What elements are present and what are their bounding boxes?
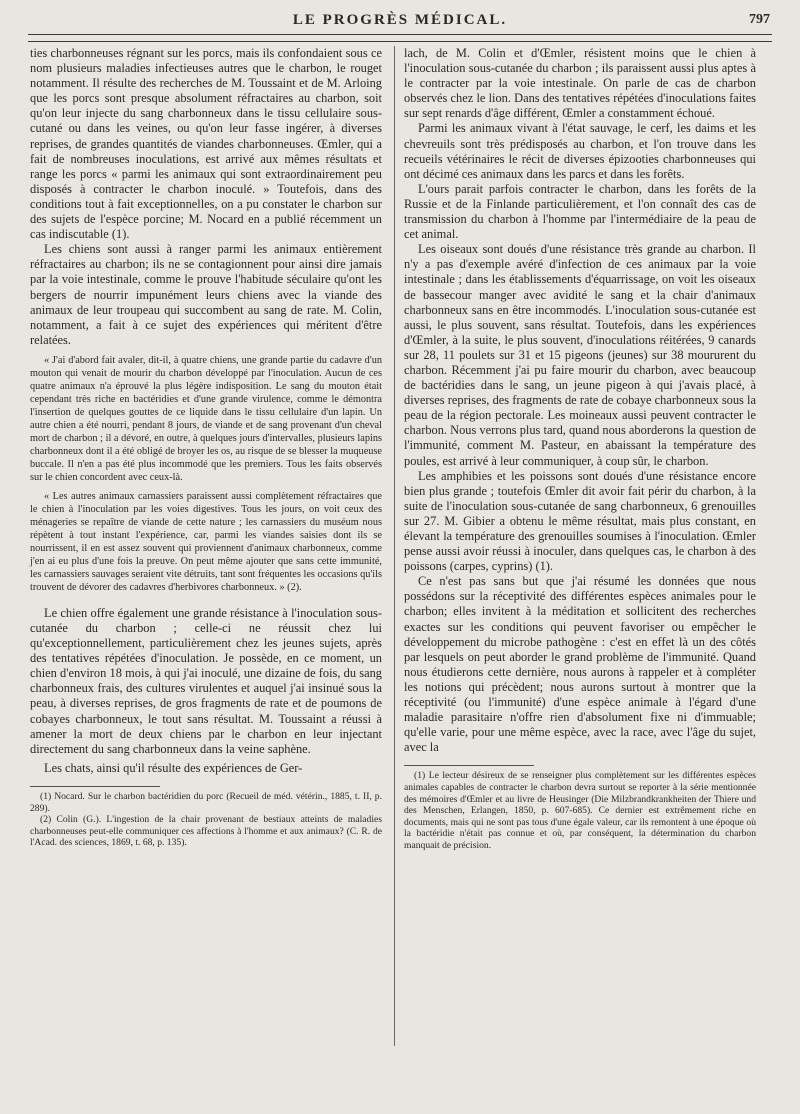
left-column (30, 46, 382, 849)
right-column (404, 46, 756, 852)
journal-title: LE PROGRÈS MÉDICAL. (292, 12, 508, 28)
running-header (30, 10, 770, 32)
paragraph: Les amphibies et les poissons sont doués d'une résistance encore bien plus grande ; toutefois Œmler dit avoir fait périr du charbon, à la suite de l'inoculation sous-cutanée de sang charbonneux, 6 grenouilles sur 27. M. Gibier a obtenu le même résultat, mais plus constant, en élevant la température des grenouilles soumises à l'inoculation. Œmler pense aussi avoir réussi à inoculer, dans quelques cas, le charbon à des poissons (carpes, cyprins) (1). (404, 468, 756, 574)
paragraph: Les chats, ainsi qu'il résulte des expériences de Ger- (44, 760, 303, 775)
header-rule (28, 34, 772, 42)
column-divider (394, 46, 395, 1046)
paragraph: Le chien offre également une grande résistance à l'inoculation sous-cutanée du charbon ; celle-ci ne réussit chez lui qu'exceptionnellement, particulièrement chez les jeunes sujets, après des tentatives répétées d'inoculation. Je possède, en ce moment, un chien d'environ 18 mois, à qui j'ai inoculé, une dizaine de fois, du sang charbonneux frais, des cultures virulentes et auquel j'ai insinué sous la peau, à diverses reprises, de gros fragments de rate et de poumons de cobayes charbonneux, le tout sans résultat. M. Toussaint a réussi à amener la mort de deux chiens par le charbon en leur injectant directement du sang charbonneux dans la veine saphène. (30, 605, 382, 756)
paragraph: L'ours parait parfois contracter le charbon, dans les forêts de la Russie et de la Finlande particulièrement, et l'on connaît des cas de transmission du charbon à l'homme par l'intermédiaire de la peau de cet animal. (404, 181, 756, 242)
paragraph: Parmi les animaux vivant à l'état sauvage, le cerf, les daims et les chevreuils sont très prédisposés au charbon, et l'on trouve dans les recueils vétérinaires le récit de diverses épizooties charbonneuses qui ont décimé ces animaux dans les parcs et dans les forêts. (404, 121, 756, 181)
footnote-separator (404, 765, 534, 766)
paragraph: lach, de M. Colin et d'Œmler, résistent moins que le chien à l'inoculation sous-cutanée du charbon ; ils paraissent aussi plus aptes à le contracter par la voie intestinale. On parle de cas de charbon observés chez le lion. Dans des tentatives répétées d'inoculations faites sur sept renards d'âge différent, Œmler a constamment échoué. (404, 46, 756, 121)
paragraph: Ce n'est pas sans but que j'ai résumé les données que nous possédons sur la réceptivité des différentes espèces animales pour le charbon; elles invitent à la méditation et sollicitent des recherches exactes sur les conditions qui peuvent favoriser ou empêcher le développement du microbe pathogène : c'est en effet là un des côtés par lesquels on peut aborder le grand problème de l'immunité. Quand nous étudierons cette dernière, nous aurons à rappeler et à compléter les notions qui précèdent; nous aurons surtout à montrer que la réceptivité (ou l'immunité) d'une espèce animale à l'égard d'une maladie parasitaire n'offre rien d'absolument fixe ni d'immuable; qu'elle varie, pour une même espèce, avec la race, avec l'âge du sujet, avec la (404, 574, 756, 755)
footnote: (1) Nocard. Sur le charbon bactéridien du porc (Recueil de méd. vétérin., 1885, t. II, p. 289). (30, 790, 382, 814)
footnote: (2) Colin (G.). L'ingestion de la chair provenant de bestiaux atteints de maladies charbonneuses peut-elle communiquer ces affections à l'homme et aux animaux? (C. R. de l'Acad. des sciences, 1869, t. 68, p. 135). (30, 814, 382, 849)
footnote-separator (30, 786, 160, 787)
quotation: « Les autres animaux carnassiers paraissent aussi complètement réfractaires que le chien à l'inoculation par les voies digestives. Tous les jours, on voit ceux des ménageries se repaître de viande de cette nature ; les carnassiers du muséum nous répètent à tout instant l'expérience, car, parmi les viandes saisies dont ils se nourrissent, il en est assez souvent qui proviennent d'animaux charbonneux, comme j'en ai eu plus d'une fois la preuve. On peut même ajouter que sans cette immunité, les carnassiers sauvages seraient vite détruits, tant sont fréquentes les occasions qu'ils trouvent de dévorer des cadavres d'herbivores charbonneux. » (2). (30, 490, 382, 593)
paragraph: ties charbonneuses régnant sur les porcs, mais ils confondaient sous ce nom plusieurs maladies infectieuses autres que le charbon, le rouget notamment. Il résulte des recherches de M. Toussaint et de M. Arloing que les porcs sont presque absolument réfractaires au charbon, soit qu'on leur injecte du sang charbonneux dans le tissu cellulaire sous-cutané ou dans les veines, ou qu'on leur fasse ingérer, à diverses reprises, de grandes quantités de viandes charbonneuses. Œmler, qui a fait de nombreuses inoculations, est arrivé aux mêmes résultats et range les porcs « parmi les animaux qui sont extraordinairement peu disposés à contracter le charbon inoculé. » Toutefois, dans des conditions tout à fait exceptionnelles, on a pu constater le charbon sur des sujets de l'espèce porcine; M. Nocard en a publié récemment un cas indiscutable (1). (30, 46, 382, 242)
footnote: (1) Le lecteur désireux de se renseigner plus complètement sur les différentes espèces animales capables de contracter le charbon devra surtout se reporter à la série mentionnée des mémoires d'Œmler et au livre de Heusinger (Die Milzbrandkrankheiten der Thiere und des Menschen, Erlangen, 1850, p. 607-685). Ce dernier est extrêmement riche en documents, mais qui ne sont pas tous d'une égale valeur, car ils remontent à une époque où la bactéridie n'était pas connue et où, par conséquent, la détermination du charbon manquait de précision. (404, 770, 756, 851)
paragraph: Les oiseaux sont doués d'une résistance très grande au charbon. Il n'y a pas d'exemple avéré d'infection de ces animaux par la voie intestinale ; dans les établissements d'équarrissage, on voit les oiseaux de bassecour manger avec avidité le sang et la chair d'animaux charbonneux sans en être incommodés. L'inoculation sous-cutanée est aussi, le plus souvent, sans résultat. Toutefois, dans les expériences d'Œmler, à la suite, le plus souvent, d'inoculations réitérées, 9 canards sur 28, 11 poulets sur 31 et 15 pigeons (jeunes) sur 38 moururent du charbon. Récemment j'ai pu faire mourir du charbon, avec beaucoup de bactéridies dans le sang, un jeune pigeon à qui j'avais placé, à diverses reprises, des fragments de rate de cobaye charbonneux sous la peau de la région pectorale. Les moineaux aussi peuvent contracter le charbon. Nous verrons plus tard, quand nous aborderons la question de l'immunité, comment M. Pasteur, en abaissant la température des poules, est arrivé à leur communiquer, à coup sûr, le charbon. (404, 242, 756, 468)
page-number: 797 (749, 12, 770, 27)
paragraph: Les chiens sont aussi à ranger parmi les animaux entièrement réfractaires au charbon; ils ne se contagionnent pour ainsi dire jamais par la voie intestinale, comme le prouve l'habitude séculaire qu'ont les bergers de nourrir impunément leurs chiens avec la viande des animaux de leur troupeau qui succombent au sang de rate. M. Colin, notamment, a fait à ce sujet des expériences qui méritent d'être relatées. (30, 242, 382, 347)
quotation: « J'ai d'abord fait avaler, dit-il, à quatre chiens, une grande partie du cadavre d'un mouton qui venait de mourir du charbon développé par l'inoculation. Aucun de ces quatre animaux n'a éprouvé la plus légère indisposition. Le sang du mouton était cependant très riche en bactéridies et d'une grande virulence, comme le démontra l'insertion de quelques gouttes de ce liquide dans le tissu cellulaire d'un lapin. Un autre chien a été nourri, pendant 8 jours, de viande et de sang provenant d'un cheval mort de charbon ; il a dévoré, en outre, à quelques jours d'intervalles, plusieurs lapins charbonneux dont il a été obligé de broyer les os, au risque de se blesser la muqueuse buccale. Il n'en a pas été plus incommodé que les premiers. Tous les faits observés sur le chien concordent avec ceux-là. (30, 354, 382, 483)
